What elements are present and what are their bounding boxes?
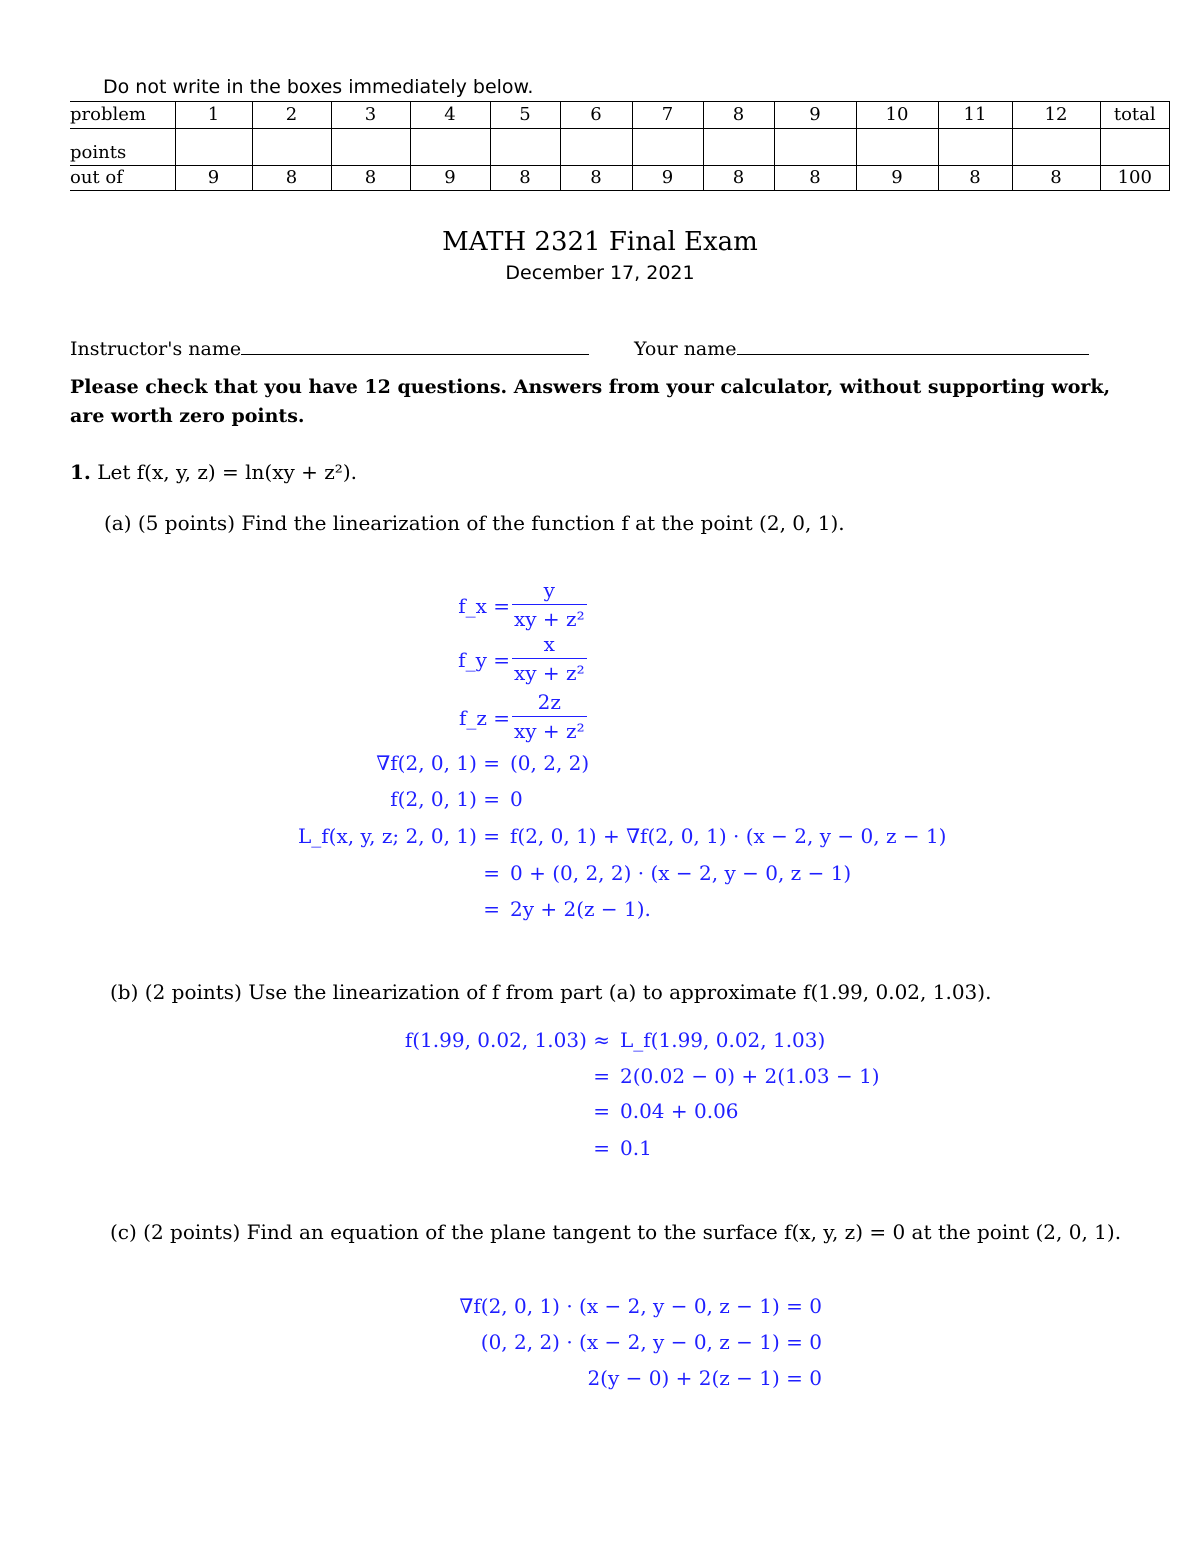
max-points: 8 (560, 166, 632, 191)
row-label-problem: problem (70, 102, 175, 129)
col-header: 3 (331, 102, 410, 129)
gradient-rhs: (0, 2, 2) (510, 751, 590, 775)
row-label-points: points (70, 129, 175, 166)
fz-fraction (512, 690, 587, 743)
fx-lhs: f_x = (458, 594, 510, 618)
score-row-problem (70, 102, 1170, 129)
problem-1-statement: Let f(x, y, z) = ln(xy + z²). (97, 460, 357, 484)
linearization-result: 2y + 2(z − 1). (510, 897, 651, 921)
student-name-row (634, 338, 1089, 360)
score-row-out-of (70, 166, 1170, 191)
max-points: 8 (331, 166, 410, 191)
student-name-field[interactable] (737, 354, 1089, 355)
max-points: 8 (703, 166, 774, 191)
max-points: 9 (632, 166, 703, 191)
points-box (703, 129, 774, 166)
approx-lhs: f(1.99, 0.02, 1.03) ≈ (404, 1028, 610, 1052)
problem-number: 1. (70, 460, 91, 484)
max-points: 8 (774, 166, 856, 191)
col-header: 12 (1012, 102, 1100, 129)
gradient-lhs: ∇f(2, 0, 1) = (376, 751, 500, 775)
max-points: 9 (175, 166, 252, 191)
col-header: 9 (774, 102, 856, 129)
fy-fraction (512, 632, 587, 685)
linearization-step: 0 + (0, 2, 2) · (x − 2, y − 0, z − 1) (510, 861, 852, 885)
col-header: 5 (490, 102, 560, 129)
col-header: 7 (632, 102, 703, 129)
part-b-prompt: (b) (2 points) Use the linearization of f from part (a) to approximate f(1.99, 0.02, 1.03). (110, 980, 992, 1004)
col-header: 4 (410, 102, 490, 129)
exam-notice: Please check that you have 12 questions. Answers from your calculator, without supporting work, are worth zero points. (70, 376, 1111, 427)
approx-rhs: L_f(1.99, 0.02, 1.03) (620, 1028, 826, 1052)
points-box (774, 129, 856, 166)
tangent-plane-step1: ∇f(2, 0, 1) · (x − 2, y − 0, z − 1) = 0 (459, 1294, 822, 1318)
student-name-label: Your name (634, 338, 737, 360)
points-box (632, 129, 703, 166)
fx-fraction (512, 578, 587, 631)
points-box (560, 129, 632, 166)
part-a-prompt: (a) (5 points) Find the linearization of the function f at the point (2, 0, 1). (104, 511, 845, 535)
approx-step1: 2(0.02 − 0) + 2(1.03 − 1) (620, 1064, 880, 1088)
points-box (252, 129, 331, 166)
f-value-lhs: f(2, 0, 1) = (390, 787, 500, 811)
score-table (70, 101, 1170, 191)
score-row-points (70, 129, 1170, 166)
part-c-prompt: (c) (2 points) Find an equation of the plane tangent to the surface f(x, y, z) = 0 at the point (2, 0, 1). (110, 1220, 1122, 1244)
col-header: 10 (856, 102, 938, 129)
linearization-rhs: f(2, 0, 1) + ∇f(2, 0, 1) · (x − 2, y − 0, z − 1) (510, 824, 947, 848)
fz-lhs: f_z = (458, 706, 510, 730)
linearization-result-eq: = (483, 897, 500, 921)
problem-1-statement-row (70, 460, 357, 484)
points-box (331, 129, 410, 166)
exam-date: December 17, 2021 (505, 262, 695, 284)
row-label-out-of: out of (70, 166, 175, 191)
tangent-plane-step2: (0, 2, 2) · (x − 2, y − 0, z − 1) = 0 (480, 1330, 822, 1354)
points-box (938, 129, 1012, 166)
fy-numerator: x (543, 632, 555, 656)
fz-denominator: xy + z² (512, 716, 587, 743)
fx-denominator: xy + z² (512, 604, 587, 631)
col-header: 1 (175, 102, 252, 129)
points-box (490, 129, 560, 166)
linearization-lhs: L_f(x, y, z; 2, 0, 1) = (298, 824, 500, 848)
fy-lhs: f_y = (458, 648, 510, 672)
max-points: 8 (252, 166, 331, 191)
col-header: 6 (560, 102, 632, 129)
col-header: 11 (938, 102, 1012, 129)
points-box (1100, 129, 1170, 166)
tangent-plane-equation: 2(y − 0) + 2(z − 1) = 0 (587, 1366, 822, 1390)
max-points: 9 (410, 166, 490, 191)
approx-step1-eq: = (593, 1064, 610, 1088)
f-value-rhs: 0 (510, 787, 523, 811)
approx-result-eq: = (593, 1136, 610, 1160)
col-header: total (1100, 102, 1170, 129)
max-points: 100 (1100, 166, 1170, 191)
max-points: 8 (938, 166, 1012, 191)
points-box (175, 129, 252, 166)
points-box (1012, 129, 1100, 166)
max-points: 8 (490, 166, 560, 191)
fy-denominator: xy + z² (512, 658, 587, 685)
instructor-name-field[interactable] (241, 354, 589, 355)
points-box (856, 129, 938, 166)
instructor-name-row (70, 338, 589, 360)
points-box (410, 129, 490, 166)
fx-numerator: y (543, 578, 555, 602)
approx-step2: 0.04 + 0.06 (620, 1099, 739, 1123)
max-points: 8 (1012, 166, 1100, 191)
fz-numerator: 2z (537, 690, 561, 714)
linearization-step-eq: = (483, 861, 500, 885)
col-header: 2 (252, 102, 331, 129)
max-points: 9 (856, 166, 938, 191)
col-header: 8 (703, 102, 774, 129)
exam-title: MATH 2321 Final Exam (442, 227, 758, 257)
approx-result: 0.1 (620, 1136, 652, 1160)
score-table-instruction: Do not write in the boxes immediately below. (103, 76, 534, 98)
approx-step2-eq: = (593, 1099, 610, 1123)
instructor-name-label: Instructor's name (70, 338, 242, 360)
